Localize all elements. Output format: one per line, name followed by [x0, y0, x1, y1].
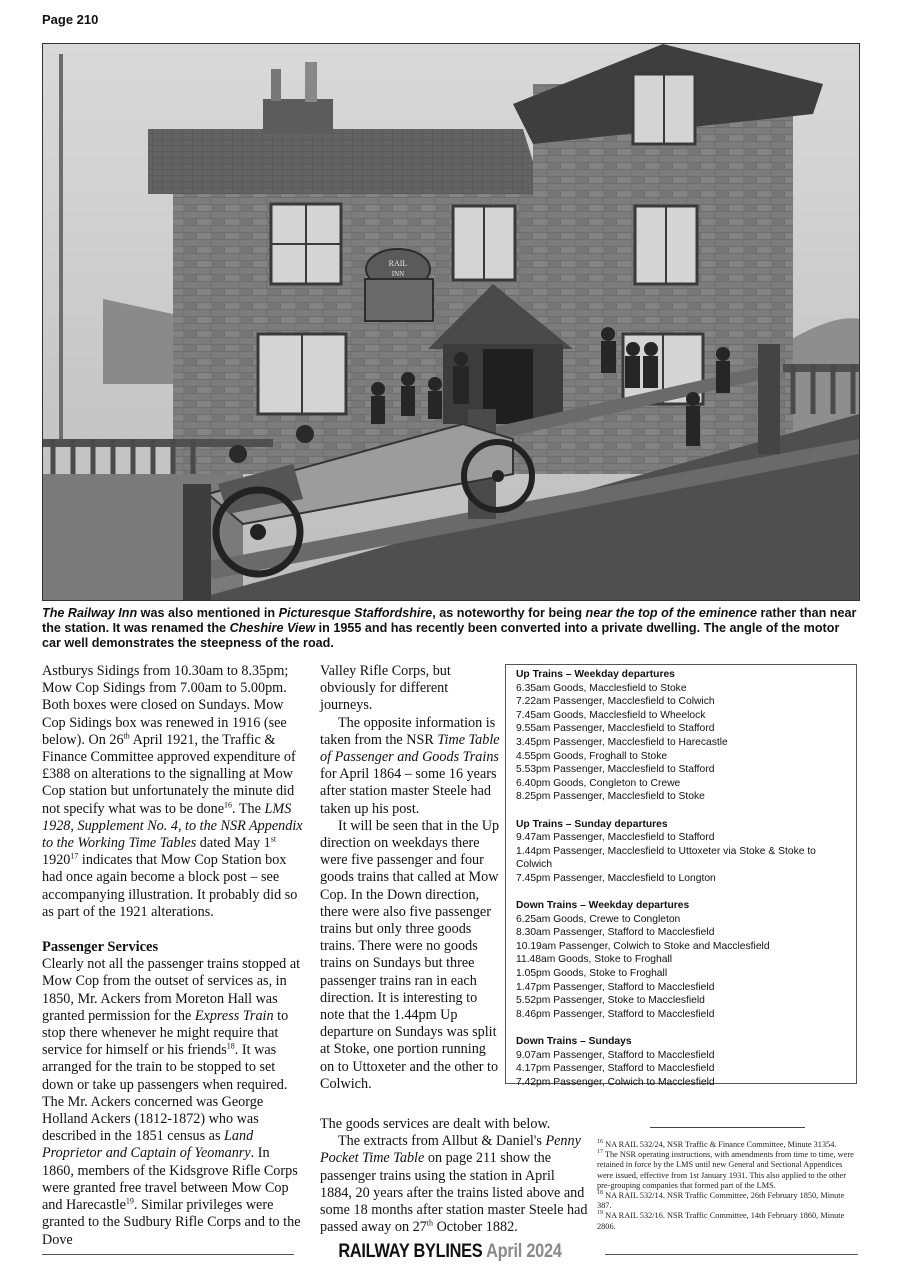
footer-rule-left	[42, 1254, 294, 1255]
timetable-box	[505, 664, 857, 1088]
timetable-row: 6.40pm Goods, Congleton to Crewe	[516, 777, 681, 789]
footnotes	[597, 1140, 859, 1232]
timetable-section	[516, 818, 846, 886]
text-run: . It was arranged for the train to be stopped to set down or take up passengers when required. The Mr. Ackers concerned was George Holland Ackers (1812-1872) who was described in the 1851 census as	[42, 1042, 288, 1145]
footnote-text: NA RAIL 532/24, NSR Traffic & Finance Committee, Minute 31354.	[603, 1140, 837, 1149]
photo-caption	[42, 606, 858, 651]
superscript: th	[426, 1218, 434, 1228]
cont-paragraph-2	[320, 1133, 588, 1236]
timetable-row: 8.30am Passenger, Stafford to Macclesfield	[516, 927, 715, 939]
caption-part-4: , as noteworthy for being	[432, 606, 586, 620]
footnote-ref-16: 16	[224, 799, 233, 809]
inn-sign-text-bottom: INN	[391, 270, 405, 278]
timetable-row: 5.53pm Passenger, Macclesfield to Stafford	[516, 764, 715, 776]
superscript: th	[123, 731, 130, 741]
timetable-row: 1.47pm Passenger, Stafford to Macclesfield	[516, 981, 715, 993]
text-italic: LMS 1928, Supplement No. 4, to the NSR Appendix to the Working Time Tables	[42, 800, 303, 852]
caption-part-6: rather than near the station. It was renamed the	[42, 606, 857, 635]
text-italic: Express Train	[194, 1007, 274, 1024]
timetable-section	[516, 668, 846, 804]
caption-part-2: was also mentioned in	[137, 606, 279, 620]
timetable-row: 11.48am Goods, Stoke to Froghall	[516, 954, 673, 966]
footnote-text: NA RAIL 532/14. NSR Traffic Committee, 26th February 1850, Minute 387.	[597, 1191, 845, 1211]
timetable-row: 7.45am Goods, Macclesfield to Wheelock	[516, 709, 706, 721]
issue-date: April 2024	[482, 1241, 562, 1262]
footnote-ref-18: 18	[226, 1041, 235, 1051]
text-run: . The	[232, 800, 265, 817]
footnote-ref-17: 17	[70, 851, 79, 861]
footnote-number: 16	[597, 1139, 603, 1146]
footnote	[597, 1211, 859, 1231]
text-run: Astburys Sidings from 10.30am to 8.35pm; Mow Cop Sidings from 7.00am to 5.00pm. Both boxes were closed on Sundays. Mow Cop Sidings box was renewed in 1916 (see below). On 26	[42, 663, 289, 748]
footnote-number: 19	[597, 1210, 603, 1217]
footnote-number: 17	[597, 1149, 603, 1156]
footer-title	[321, 1241, 579, 1263]
timetable-row: 4.17pm Passenger, Stafford to Macclesfield	[516, 1063, 715, 1075]
footnote-text: NA RAIL 532/16. NSR Traffic Committee, 14th February 1860, Minute 2806.	[597, 1211, 845, 1231]
timetable-row: 3.45pm Passenger, Macclesfield to Harecastle	[516, 736, 728, 748]
col2-paragraph-3: It will be seen that in the Up direction on weekdays there were five passenger and four goods trains that called at Mow Cop. In the Down direction, there were also five passenger trains but only three goods trains. There were no goods trains on Sundays but three passenger trains ran in each direction. It is interesting to note that the 1.44pm Up departure on Sundays was split at Stoke, one portion running on to Uttoxeter and the other to Colwich.	[320, 817, 500, 1092]
timetable-row: 5.52pm Passenger, Stoke to Macclesfield	[516, 995, 705, 1007]
text-run: The extracts from Allbut & Daniel's	[338, 1133, 546, 1150]
caption-part-8: in 1955 and has recently been converted into a private dwelling. The angle of the motor car well demonstrates the steepness of the road.	[42, 621, 840, 650]
timetable-section-title: Down Trains – Weekday departures	[516, 900, 690, 912]
text-run: dated May 1	[196, 835, 271, 852]
column-two	[320, 663, 500, 1093]
text-run: October 1882.	[433, 1219, 518, 1236]
timetable-row: 4.55pm Goods, Froghall to Stoke	[516, 750, 668, 762]
col1-paragraph-2	[42, 956, 304, 1248]
timetable-row: 6.35am Goods, Macclesfield to Stoke	[516, 682, 687, 694]
timetable-row: 8.25pm Passenger, Macclesfield to Stoke	[516, 791, 705, 803]
timetable-row: 9.47am Passenger, Macclesfield to Stafford	[516, 832, 715, 844]
timetable-row: 9.07am Passenger, Stafford to Macclesfield	[516, 1049, 715, 1061]
superscript: st	[270, 834, 277, 844]
footnote	[597, 1140, 859, 1150]
photo-illustration	[43, 44, 859, 600]
text-italic: Land Proprietor and Captain of Yeomanry	[42, 1128, 254, 1162]
railway-inn-photo	[42, 43, 860, 601]
timetable-row: 1.44pm Passenger, Macclesfield to Uttoxeter via Stoke & Stoke to Colwich	[516, 845, 816, 871]
text-run: April 1921, the Traffic & Finance Committee approved expenditure of £388 on alterations to the signalling at Mow Cop station but unfortunately the minute did not specify what was to be done	[42, 731, 296, 817]
footer-rule-right	[605, 1254, 858, 1255]
column-one	[42, 663, 304, 1249]
timetable-section-title: Up Trains – Sunday departures	[516, 818, 668, 830]
text-italic: Time Table of Passenger and Goods Trains	[320, 731, 500, 766]
timetable-row: 8.46pm Passenger, Stafford to Macclesfield	[516, 1008, 715, 1020]
text-run: for April 1864 – some 16 years after station master Steele had taken up his post.	[320, 766, 497, 817]
footnote-text: The NSR operating instructions, with amendments from time to time, were retained in force by the LMS until new General and Sectional Appendices were issued, effective from 1st January 1931. This also applied to the other pre-grouping companies that formed part of the LMS.	[597, 1150, 854, 1190]
text-run: on page 211 show the passenger trains using the station in April 1884, 20 years after the trains listed above and some 18 months after station master Steele had passed away on 27	[320, 1150, 588, 1236]
text-run: to stop there whenever he might require that service for himself or his friends	[42, 1007, 289, 1059]
footnote-number: 18	[597, 1190, 603, 1197]
column-two-continued	[320, 1116, 588, 1236]
section-heading: Passenger Services	[42, 939, 159, 956]
text-run: The opposite information is taken from the NSR	[320, 714, 496, 748]
timetable-row: 7.42pm Passenger, Colwich to Macclesfield	[516, 1076, 715, 1088]
footnote	[597, 1150, 859, 1191]
text-italic: Penny Pocket Time Table	[320, 1133, 581, 1167]
timetable-row: 9.55am Passenger, Macclesfield to Stafford	[516, 723, 715, 735]
inn-sign-text-top: RAIL	[388, 259, 408, 268]
cont-paragraph-1: The goods services are dealt with below.	[320, 1116, 551, 1132]
timetable-row: 6.25am Goods, Crewe to Congleton	[516, 913, 681, 925]
page-number: Page 210	[42, 12, 99, 27]
footnote-ref-19: 19	[125, 1196, 134, 1206]
timetable-row: 1.05pm Goods, Stoke to Froghall	[516, 968, 668, 980]
caption-part-5: near the top of the eminence	[585, 606, 757, 620]
text-run: Clearly not all the passenger trains stopped at Mow Cop from the outset of services as, in 1850, Mr. Ackers from Moreton Hall was granted permission for the	[42, 956, 301, 1024]
timetable-section-title: Up Trains – Weekday departures	[516, 669, 675, 680]
caption-part-1: The Railway Inn	[42, 606, 138, 620]
text-run: indicates that Mow Cop Station box had once again become a block post – see accompanying illustration. It probably did so as part of the 1921 alterations.	[42, 852, 298, 920]
text-run: . Similar privileges were granted to the Sudbury Rifle Corps and to the Dove	[42, 1197, 301, 1248]
col2-paragraph-1: Valley Rifle Corps, but obviously for different journeys.	[320, 663, 451, 714]
timetable-section	[516, 1035, 846, 1089]
caption-part-3: Picturesque Staffordshire	[278, 606, 433, 620]
timetable-section-title: Down Trains – Sundays	[516, 1036, 632, 1048]
col2-paragraph-2	[320, 715, 500, 818]
timetable-row: 10.19am Passenger, Colwich to Stoke and Macclesfield	[516, 940, 770, 952]
caption-part-7: Cheshire View	[229, 621, 316, 635]
timetable-section	[516, 899, 846, 1021]
timetable-row: 7.22am Passenger, Macclesfield to Colwich	[516, 696, 715, 708]
col1-paragraph-1	[42, 663, 304, 921]
text-run: . In 1860, members of the Kidsgrove Rifle Corps were granted free travel between Mow Cop and Harecastle	[42, 1145, 298, 1214]
magazine-name: RAILWAY BYLINES	[338, 1241, 483, 1262]
footnote	[597, 1191, 859, 1211]
footnote-divider	[650, 1127, 805, 1128]
timetable-row: 7.45pm Passenger, Macclesfield to Longton	[516, 872, 716, 884]
text-run: 1920	[42, 852, 71, 869]
